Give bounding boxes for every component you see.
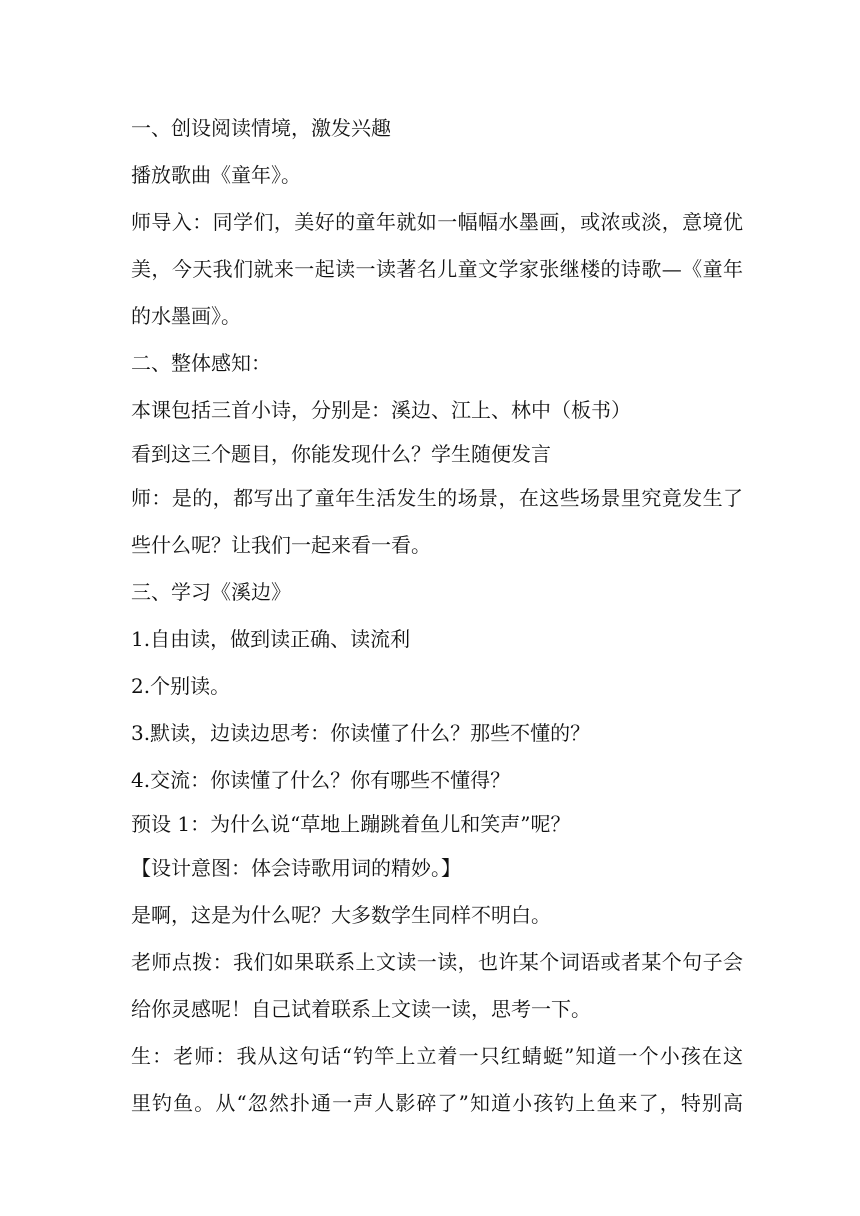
section-heading-2: 二、整体感知： <box>131 351 271 375</box>
list-item: 2.个别读。 <box>131 674 231 698</box>
paragraph-line: 师导入：同学们，美好的童年就如一幅幅水墨画，或浓或淡，意境优 <box>131 210 743 234</box>
paragraph-line: 里钓鱼。从“忽然扑通一声人影碎了”知道小孩钓上鱼来了，特别高 <box>131 1091 743 1115</box>
paragraph-line: 给你灵感呢！自己试着联系上文读一读，思考一下。 <box>131 997 591 1021</box>
paragraph-line: 生：老师：我从这句话“钓竿上立着一只红蜻蜓”知道一个小孩在这 <box>131 1044 743 1068</box>
paragraph-line: 播放歌曲《童年》。 <box>131 163 301 187</box>
paragraph-line: 些什么呢？让我们一起来看一看。 <box>131 533 431 557</box>
paragraph-line: 师：是的，都写出了童年生活发生的场景，在这些场景里究竟发生了 <box>131 486 743 510</box>
paragraph-line: 的水墨画》。 <box>131 304 241 328</box>
paragraph-line: 本课包括三首小诗，分别是：溪边、江上、林中（板书） <box>131 398 631 422</box>
paragraph-line: 是啊，这是为什么呢？大多数学生同样不明白。 <box>131 903 551 927</box>
section-heading-1: 一、创设阅读情境，激发兴趣 <box>131 116 391 140</box>
design-intent-note: 【设计意图：体会诗歌用词的精妙。】 <box>131 856 461 880</box>
list-item: 1.自由读，做到读正确、读流利 <box>131 627 411 651</box>
paragraph-line: 看到这三个题目，你能发现什么？学生随便发言 <box>131 442 551 466</box>
paragraph-line: 美，今天我们就来一起读一读著名儿童文学家张继楼的诗歌—《童年 <box>131 257 743 281</box>
list-item: 3.默读，边读边思考：你读懂了什么？那些不懂的？ <box>131 721 591 745</box>
paragraph-line: 预设 1：为什么说“草地上蹦跳着鱼儿和笑声”呢？ <box>131 812 571 836</box>
list-item: 4.交流：你读懂了什么？你有哪些不懂得？ <box>131 768 511 792</box>
section-heading-3: 三、学习《溪边》 <box>131 580 291 604</box>
paragraph-line: 老师点拨：我们如果联系上文读一读，也许某个词语或者某个句子会 <box>131 950 743 974</box>
document-body <box>131 112 743 1119</box>
